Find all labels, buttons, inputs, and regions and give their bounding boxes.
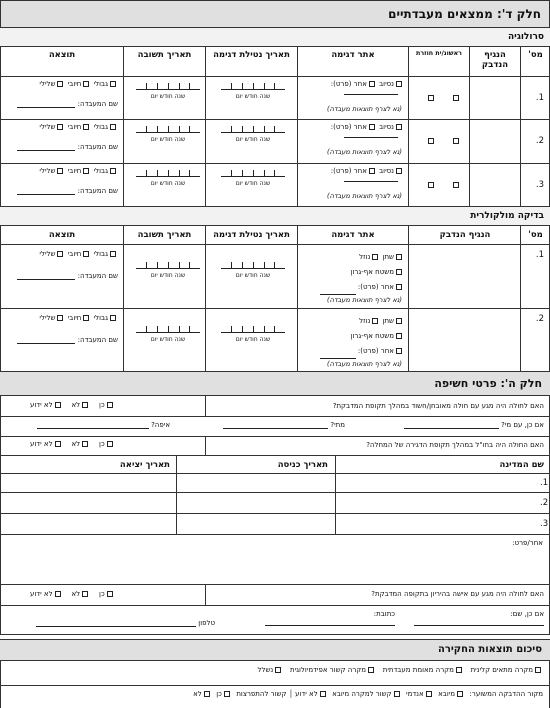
col-exit-date: תאריך יציאה bbox=[119, 460, 170, 470]
unknown-checkbox[interactable] bbox=[55, 441, 61, 447]
urine-checkbox[interactable] bbox=[396, 318, 402, 324]
sample-options: שתן נוזל משטח אף-גרון אחר (פרט): bbox=[320, 314, 404, 359]
table-row: 3. bbox=[540, 519, 549, 529]
contact-where-field[interactable]: איפה? bbox=[37, 421, 170, 429]
borderline-checkbox[interactable] bbox=[110, 124, 116, 130]
col-answer-date: תאריך תשובה bbox=[137, 230, 192, 240]
col-agent: הנגיף הנדבק bbox=[439, 230, 491, 240]
answer-date-field[interactable] bbox=[136, 81, 200, 100]
first-checkbox[interactable] bbox=[451, 180, 461, 190]
first-checkbox[interactable] bbox=[451, 93, 461, 103]
col-sample-site: אתר דגימה bbox=[331, 230, 375, 240]
outbreak-no-checkbox[interactable] bbox=[204, 691, 210, 697]
sample-date-field[interactable] bbox=[221, 81, 285, 100]
negative-checkbox[interactable] bbox=[57, 81, 63, 87]
borderline-checkbox[interactable] bbox=[110, 251, 116, 257]
date-label: שנה חודש יום bbox=[150, 336, 186, 343]
travel-table bbox=[0, 456, 550, 535]
date-label: שנה חודש יום bbox=[150, 180, 186, 187]
answer-date-field[interactable] bbox=[136, 124, 200, 143]
sample-date-field[interactable] bbox=[221, 124, 285, 143]
molecular-row-2 bbox=[0, 310, 550, 372]
date-label: שנה חודש יום bbox=[150, 136, 186, 143]
date-label: שנה חודש יום bbox=[235, 336, 271, 343]
pregnancy-question: האם לחולה היה מגע עם אישה בהיריון בתקופה המדבקת? bbox=[371, 590, 544, 598]
col-result: תוצאה bbox=[48, 50, 76, 60]
result-options: גבולי חיובי שלילי bbox=[39, 314, 118, 322]
row-num: 3. bbox=[535, 180, 544, 190]
outbreak-yes-checkbox[interactable] bbox=[224, 691, 230, 697]
other-details-label: אחר/פרט: bbox=[512, 539, 543, 547]
yes-checkbox[interactable] bbox=[107, 402, 113, 408]
positive-checkbox[interactable] bbox=[83, 251, 89, 257]
other-checkbox[interactable] bbox=[396, 348, 402, 354]
throat-swab-checkbox[interactable] bbox=[396, 269, 402, 275]
contact-when-field[interactable]: מתי? bbox=[223, 421, 345, 429]
row-num: 2. bbox=[535, 136, 544, 146]
negative-checkbox[interactable] bbox=[57, 315, 63, 321]
molecular-title: בדיקה מולקולרית bbox=[470, 211, 544, 221]
lab-confirmed-checkbox[interactable] bbox=[456, 667, 462, 673]
yes-checkbox[interactable] bbox=[107, 591, 113, 597]
table-row: 1. bbox=[540, 478, 549, 488]
summary-body bbox=[0, 661, 550, 708]
yes-checkbox[interactable] bbox=[107, 441, 113, 447]
col-country: שם המדינה bbox=[499, 460, 544, 470]
positive-checkbox[interactable] bbox=[83, 124, 89, 130]
unknown-checkbox[interactable] bbox=[55, 591, 61, 597]
serology-table bbox=[0, 47, 550, 207]
result-options: גבולי חיובי שלילי bbox=[39, 123, 118, 131]
summary-title: סיכום תוצאות החקירה bbox=[437, 644, 542, 655]
serology-title: סרולוגיה bbox=[507, 32, 544, 42]
attach-note: (נא לצרף תוצאות מעבדה) bbox=[327, 360, 402, 368]
answer-date-field[interactable] bbox=[136, 260, 200, 279]
attach-note: (נא לצרף תוצאות מעבדה) bbox=[327, 296, 402, 304]
col-sample-date: תאריך נטילת דגימה bbox=[213, 230, 290, 240]
serum-checkbox[interactable] bbox=[396, 168, 402, 174]
csf-checkbox[interactable] bbox=[372, 318, 378, 324]
result-options: גבולי חיובי שלילי bbox=[39, 250, 118, 258]
no-checkbox[interactable] bbox=[82, 441, 88, 447]
date-label: שנה חודש יום bbox=[235, 93, 271, 100]
sample-date-field[interactable] bbox=[221, 324, 285, 343]
serum-checkbox[interactable] bbox=[396, 124, 402, 130]
abroad-question: האם החולה היה בחו"ל במהלך תקופת הדגירה של המחלה? bbox=[366, 441, 544, 449]
negative-checkbox[interactable] bbox=[57, 168, 63, 174]
sample-options: נסיוב אחר (פרט): bbox=[331, 80, 404, 88]
other-checkbox[interactable] bbox=[369, 81, 375, 87]
exposure-questions bbox=[0, 396, 550, 456]
result-options: גבולי חיובי שלילי bbox=[39, 167, 118, 175]
pregnant-name-field[interactable]: אם כן, שם: bbox=[414, 610, 544, 626]
part-e-header bbox=[0, 372, 550, 396]
epi-linked-checkbox[interactable] bbox=[368, 667, 374, 673]
date-label: שנה חודש יום bbox=[235, 272, 271, 279]
part-d-title: חלק ד': ממצאים מעבדתיים bbox=[388, 7, 541, 21]
attach-note: (נא לצרף תוצאות מעבדה) bbox=[327, 192, 402, 200]
attach-note: (נא לצרף תוצאות מעבדה) bbox=[327, 105, 402, 113]
unknown-checkbox[interactable] bbox=[55, 402, 61, 408]
contact-options: כן לא לא ידוע bbox=[30, 401, 115, 409]
sample-date-field[interactable] bbox=[221, 260, 285, 279]
positive-checkbox[interactable] bbox=[83, 81, 89, 87]
no-checkbox[interactable] bbox=[82, 591, 88, 597]
lab-name-field[interactable]: שם המעבדה: bbox=[17, 187, 118, 195]
address-field[interactable]: כתובת: bbox=[265, 610, 395, 626]
first-checkbox[interactable] bbox=[451, 136, 461, 146]
contact-who-field[interactable]: אם כן, עם מי? bbox=[404, 421, 544, 429]
summary-header bbox=[0, 639, 550, 661]
serum-checkbox[interactable] bbox=[396, 81, 402, 87]
borderline-checkbox[interactable] bbox=[110, 81, 116, 87]
clinical-checkbox[interactable] bbox=[535, 667, 541, 673]
date-label: שנה חודש יום bbox=[150, 93, 186, 100]
result-options: גבולי חיובי שלילי bbox=[39, 80, 118, 88]
classification-options: מקרה מתאים קלינית מקרה מאומת מעבדתית מקרה קשור אפידמיולוגית נשלל bbox=[258, 666, 543, 674]
answer-date-field[interactable] bbox=[136, 168, 200, 187]
row-num: 1. bbox=[535, 250, 544, 260]
phone-field[interactable]: טלפון bbox=[36, 619, 215, 627]
serology-header bbox=[0, 28, 550, 47]
col-first: ראשונ/ית חוזרת bbox=[416, 50, 462, 57]
linked-import-checkbox[interactable] bbox=[394, 691, 400, 697]
sample-date-field[interactable] bbox=[221, 168, 285, 187]
positive-checkbox[interactable] bbox=[83, 315, 89, 321]
pregnancy-options: כן לא לא ידוע bbox=[30, 590, 115, 598]
lab-name-field[interactable]: שם המעבדה: bbox=[17, 143, 118, 151]
other-checkbox[interactable] bbox=[369, 168, 375, 174]
date-label: שנה חודש יום bbox=[235, 136, 271, 143]
repeat-checkbox[interactable] bbox=[426, 180, 436, 190]
local-checkbox[interactable] bbox=[426, 691, 432, 697]
other-line[interactable] bbox=[344, 181, 398, 182]
col-result: תוצאה bbox=[48, 230, 76, 240]
date-label: שנה חודש יום bbox=[235, 180, 271, 187]
row-num: 2. bbox=[535, 314, 544, 324]
contact-question: האם לחולה היה מגע עם חולה מאובחן/חשוד במהלך תקופת המדבקת? bbox=[332, 402, 544, 410]
col-agent: הנגיף הנדבק bbox=[481, 50, 509, 70]
no-checkbox[interactable] bbox=[82, 402, 88, 408]
col-sample-date: תאריך נטילת דגימה bbox=[213, 50, 290, 60]
molecular-table bbox=[0, 226, 550, 372]
sample-options: נסיוב אחר (פרט): bbox=[331, 167, 404, 175]
table-row: 2. bbox=[540, 498, 549, 508]
throat-swab-checkbox[interactable] bbox=[396, 333, 402, 339]
negative-checkbox[interactable] bbox=[57, 251, 63, 257]
source-options: מקור ההדבקה המשוער: מיובא אנדמי קשור למקרה מיובא לא ידוע │ קשור להתפרצות כן לא bbox=[193, 690, 543, 698]
rejected-checkbox[interactable] bbox=[275, 667, 281, 673]
borderline-checkbox[interactable] bbox=[110, 315, 116, 321]
serology-row-1 bbox=[0, 78, 550, 119]
other-line[interactable] bbox=[344, 94, 398, 95]
csf-checkbox[interactable] bbox=[372, 254, 378, 260]
borderline-checkbox[interactable] bbox=[110, 168, 116, 174]
sample-options: שתן נוזל משטח אף-גרון אחר (פרט): bbox=[320, 250, 404, 295]
negative-checkbox[interactable] bbox=[57, 124, 63, 130]
date-label: שנה חודש יום bbox=[150, 272, 186, 279]
repeat-checkbox[interactable] bbox=[426, 136, 436, 146]
urine-checkbox[interactable] bbox=[396, 254, 402, 260]
attach-note: (נא לצרף תוצאות מעבדה) bbox=[327, 148, 402, 156]
other-checkbox[interactable] bbox=[396, 284, 402, 290]
serology-row-2 bbox=[0, 121, 550, 162]
col-entry-date: תאריך כניסה bbox=[277, 460, 328, 470]
row-num: 1. bbox=[535, 93, 544, 103]
molecular-header bbox=[0, 207, 550, 226]
repeat-checkbox[interactable] bbox=[426, 93, 436, 103]
imported-checkbox[interactable] bbox=[457, 691, 463, 697]
lab-name-field[interactable]: שם המעבדה: bbox=[17, 272, 118, 280]
other-checkbox[interactable] bbox=[369, 124, 375, 130]
answer-date-field[interactable] bbox=[136, 324, 200, 343]
abroad-options: כן לא לא ידוע bbox=[30, 440, 115, 448]
sample-options: נסיוב אחר (פרט): bbox=[331, 123, 404, 131]
serology-row-3 bbox=[0, 165, 550, 206]
other-details-field[interactable] bbox=[0, 535, 550, 585]
col-num: מס' bbox=[528, 50, 543, 60]
part-e-title: חלק ה': פרטי חשיפה bbox=[434, 377, 542, 390]
col-answer-date: תאריך תשובה bbox=[137, 50, 192, 60]
positive-checkbox[interactable] bbox=[83, 168, 89, 174]
lab-name-field[interactable]: שם המעבדה: bbox=[17, 336, 118, 344]
unknown-checkbox[interactable] bbox=[320, 691, 326, 697]
lab-name-field[interactable]: שם המעבדה: bbox=[17, 100, 118, 108]
pregnancy-contact bbox=[0, 585, 550, 635]
other-line[interactable] bbox=[344, 137, 398, 138]
col-sample-site: אתר דגימה bbox=[331, 50, 375, 60]
col-num: מס' bbox=[528, 230, 543, 240]
part-d-header bbox=[0, 0, 550, 28]
molecular-row-1 bbox=[0, 246, 550, 308]
